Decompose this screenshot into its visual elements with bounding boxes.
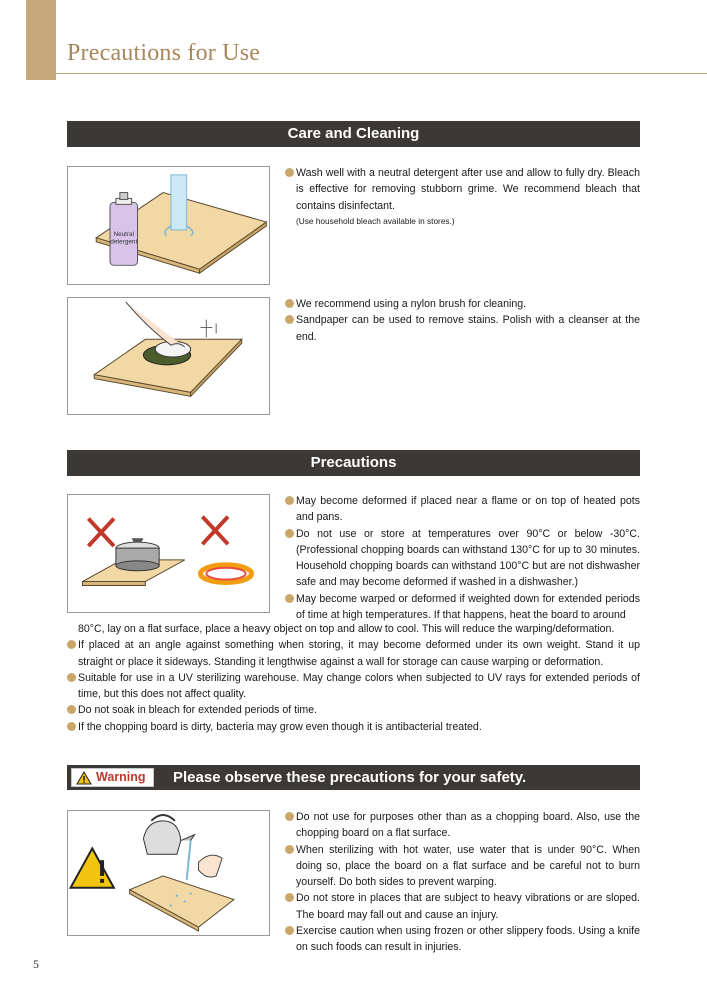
bullet-icon — [285, 926, 294, 935]
warning-triangle-icon — [76, 771, 92, 785]
bullet-icon — [285, 315, 294, 324]
warning-badge — [71, 768, 154, 787]
list-item-continued: 80°C, lay on a flat surface, place a heavy object on top and allow to cool. This will reduce the warping/deformation. — [78, 623, 615, 635]
list-item: Wash well with a neutral detergent after use and allow to fully dry. Bleach is effective for removing stubborn grime. We recommend bleach that contains disinfectant. — [285, 165, 640, 214]
list-item: Do not store in places that are subject to heavy vibrations or are sloped. The board may fall out and cause an injury. — [285, 890, 640, 923]
bullet-icon — [285, 168, 294, 177]
care-text-block-1 — [285, 165, 640, 228]
page-number: 5 — [33, 957, 39, 971]
bullet-icon — [285, 299, 294, 308]
bullet-icon — [67, 722, 76, 731]
bullet-icon — [285, 893, 294, 902]
list-item: Do not use or store at temperatures over 90°C or below -30°C. (Professional chopping boards can withstand 130°C for up to 30 minutes. Household chopping boards can withstand 100°C but are not dishwasher safe and may become deformed if washed in a dishwasher.) — [285, 526, 640, 591]
precautions-text-lower — [67, 621, 640, 735]
list-item: May become warped or deformed if weighted down for extended periods of time at high temperatures. If that happens, heat the board to around — [285, 591, 640, 624]
bullet-icon — [285, 529, 294, 538]
detergent-label-line2: detergent — [110, 238, 138, 246]
bullet-icon — [67, 705, 76, 714]
warning-text-block — [285, 809, 640, 956]
list-item: We recommend using a nylon brush for cleaning. — [285, 296, 640, 312]
precautions-heading: Precautions — [67, 450, 640, 476]
list-item: Sandpaper can be used to remove stains. Polish with a cleanser at the end. — [285, 312, 640, 345]
bullet-icon — [285, 496, 294, 505]
care-cleaning-heading: Care and Cleaning — [67, 121, 640, 147]
neutral-detergent-illustration — [67, 166, 270, 285]
heat-hazard-illustration — [67, 494, 270, 613]
list-item: If placed at an angle against something when storing, it may become deformed under its own weight. Stand it up straight or place it sideways. Standing it lengthwise against a wall for storage can cause warping or deformation. — [67, 637, 640, 670]
bullet-icon — [285, 845, 294, 854]
detergent-label-line1: Neutral — [113, 230, 135, 238]
header-accent-bar — [26, 0, 56, 80]
bullet-icon — [285, 812, 294, 821]
bullet-icon — [67, 673, 76, 682]
precautions-text-upper — [285, 493, 640, 623]
bullet-icon — [285, 594, 294, 603]
list-item: Suitable for use in a UV sterilizing warehouse. May change colors when subjected to UV rays for extended periods of time, but this does not affect quality. — [67, 670, 640, 703]
warning-badge-label: Warning — [96, 770, 146, 784]
list-item: Do not soak in bleach for extended periods of time. — [67, 702, 640, 718]
nylon-brush-illustration — [67, 297, 270, 415]
list-item: When sterilizing with hot water, use water that is under 90°C. When doing so, place the board on a flat surface and be careful not to burn yourself. Do both sides to prevent warping. — [285, 842, 640, 891]
hot-water-illustration — [67, 810, 270, 936]
warning-bar — [67, 765, 640, 790]
bullet-icon — [67, 640, 76, 649]
page-title: Precautions for Use — [67, 40, 261, 66]
list-item: If the chopping board is dirty, bacteria may grow even though it is antibacterial treated. — [67, 719, 640, 735]
warning-heading: Please observe these precautions for your safety. — [173, 769, 527, 786]
header-rule — [56, 73, 707, 74]
list-item: May become deformed if placed near a flame or on top of heated pots and pans. — [285, 493, 640, 526]
bleach-note: (Use household bleach available in stores.) — [296, 215, 455, 226]
list-item: Exercise caution when using frozen or other slippery foods. Using a knife on such foods can result in injuries. — [285, 923, 640, 956]
care-text-block-2 — [285, 296, 640, 345]
list-item: Do not use for purposes other than as a chopping board. Also, use the chopping board on a flat surface. — [285, 809, 640, 842]
